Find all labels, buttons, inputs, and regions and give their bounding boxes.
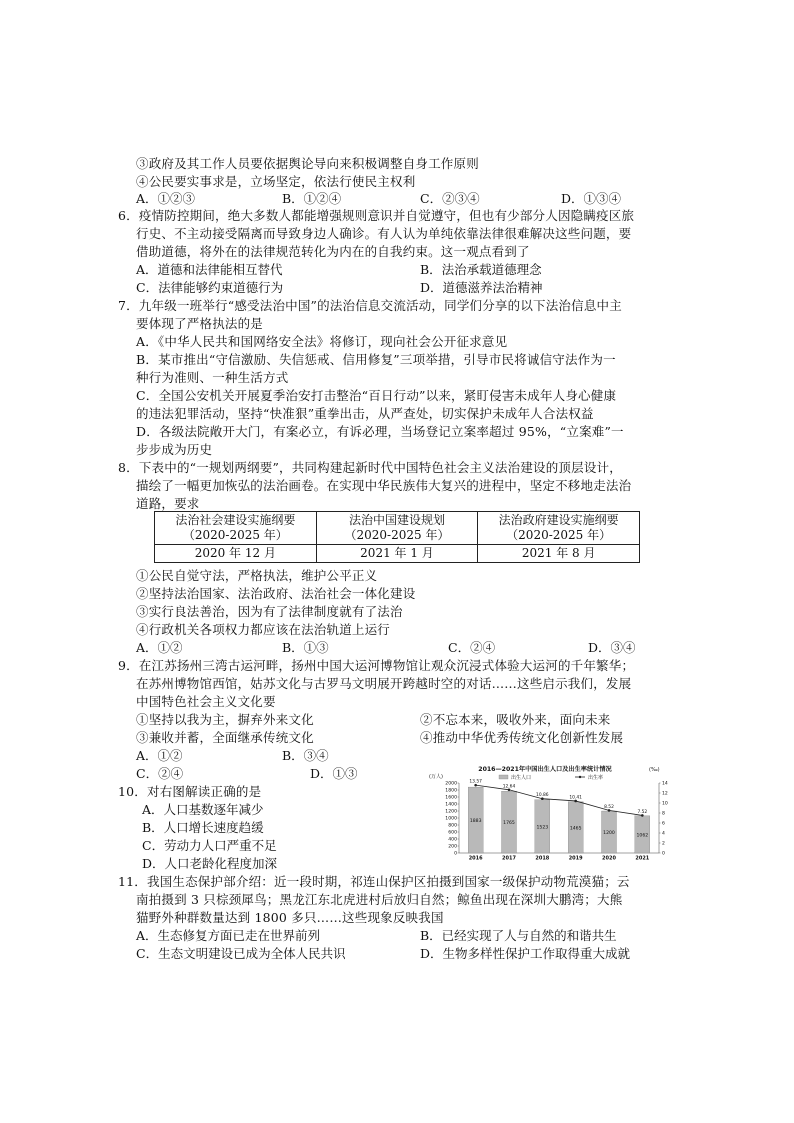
- q6-stem-line3: 借助道德，将外在的法律规范转化为内在的自我约束。这一观点看到了: [136, 244, 530, 259]
- table-cell: [478, 512, 640, 545]
- birth-rate-line: [476, 785, 643, 815]
- right-tick-label: 10: [662, 801, 668, 807]
- plan-date: 2021 年 8 月: [478, 545, 640, 563]
- q8-item4: ④行政机关各项权力都应该在法治轨道上运行: [136, 622, 391, 637]
- right-tick-label: 6: [662, 821, 665, 827]
- q11-option-c: C．生态文明建设已成为全体人民共识: [136, 946, 346, 961]
- q11-stem-line3: 猫野外种群数量达到 1800 多只……这些现象反映我国: [136, 910, 444, 925]
- q8-stem-line2: 描绘了一幅更加恢弘的法治画卷。在实现中华民族伟大复兴的进程中，坚定不移地走法治: [136, 478, 632, 493]
- x-tick-label: 2016: [468, 855, 483, 862]
- q8-item3: ③实行良法善治，因为有了法律制度就有了法治: [136, 604, 403, 619]
- plan-date: 2020 年 12 月: [155, 545, 317, 563]
- plan-name: 法治政府建设实施纲要: [498, 513, 619, 527]
- left-axis-unit: (万人): [429, 774, 443, 780]
- q9-item3: ③兼收并蓄，全面继承传统文化: [136, 730, 314, 745]
- plan-period: （2020-2025 年）: [506, 528, 612, 542]
- bar-value-label: 1200: [603, 831, 615, 836]
- plan-period: （2020-2025 年）: [344, 528, 450, 542]
- q9-option-d: D．①③: [310, 766, 358, 781]
- x-tick-label: 2020: [602, 855, 616, 862]
- q7-stem-line1: 7．九年级一班举行“感受法治中国”的法治信息交流活动，同学们分享的以下法治信息中主: [118, 298, 622, 313]
- plan-date: 2021 年 1 月: [316, 545, 478, 563]
- q9-stem-line3: 中国特色社会主义文化要: [136, 694, 276, 709]
- q5-option-c: C．②③④: [420, 191, 480, 206]
- q5-item3: ③政府及其工作人员要依据舆论导向来积极调整自身工作原则: [136, 156, 479, 171]
- q9-item4: ④推动中华优秀传统文化创新性发展: [420, 730, 624, 745]
- bar-value-label: 1523: [536, 825, 549, 831]
- q8-stem-line3: 道路，要求: [136, 496, 200, 511]
- q11-stem-line1: 11．我国生态保护部介绍：近一段时期，祁连山保护区拍摄到国家一级保护动物荒漠猫；云: [118, 874, 630, 889]
- q9-item2: ②不忘本来，吸收外来，面向未来: [420, 712, 611, 727]
- legend-line-marker: [579, 776, 581, 778]
- bar-value-label: 1062: [636, 833, 649, 839]
- q7-option-a: A．《中华人民共和国网络安全法》将修订，现向社会公开征求意见: [136, 334, 508, 349]
- q5-option-a: A．①②③: [136, 191, 196, 206]
- right-tick-label: 8: [662, 811, 665, 817]
- x-tick-label: 2021: [635, 855, 650, 862]
- q9-option-b: B．③④: [282, 748, 329, 763]
- q6-option-d: D．道德滋养法治精神: [420, 280, 543, 295]
- bar-value-label: 1765: [503, 821, 515, 827]
- q8-plans-table: [154, 511, 640, 563]
- q11-option-d: D．生物多样性保护工作取得重大成就: [420, 946, 631, 961]
- q5-option-b: B．①②④: [282, 191, 342, 206]
- legend: [499, 774, 603, 781]
- q6-option-c: C．法律能够约束道德行为: [136, 280, 284, 295]
- q5-option-d: D．①③④: [561, 191, 622, 206]
- left-tick-label: 800: [448, 823, 457, 829]
- table-row: [155, 512, 640, 545]
- legend-bar-label: 出生人口: [511, 775, 532, 781]
- right-tick-label: 12: [662, 791, 668, 797]
- right-axis-unit: (‰): [649, 767, 660, 773]
- q7-option-c-line1: C．全国公安机关开展夏季治安打击整治“百日行动”以来，紧盯侵害未成年人身心健康: [136, 388, 617, 403]
- q7-option-b-line2: 种行为准则、一种生活方式: [136, 370, 289, 385]
- q11-stem-line2: 南拍摄到 3 只棕颈犀鸟；黑龙江东北虎进村后放归自然；鲸鱼出现在深圳大鹏湾；大熊: [136, 892, 623, 907]
- legend-bar-swatch: [499, 775, 508, 779]
- bar-value-label: 1465: [569, 826, 582, 832]
- q6-option-b: B．法治承载道德理念: [420, 262, 542, 277]
- table-row: [155, 545, 640, 563]
- birth-rate-label: 7.52: [637, 809, 648, 815]
- plan-name: 法治中国建设规划: [348, 513, 445, 527]
- q9-item1: ①坚持以我为主，摒弃外来文化: [136, 712, 314, 727]
- q9-option-a: A．①②: [136, 748, 183, 763]
- bar-value-label: 1883: [469, 819, 482, 825]
- left-tick-label: 1200: [445, 809, 457, 815]
- left-tick-label: 2000: [445, 781, 457, 787]
- q8-option-b: B．①③: [282, 640, 329, 655]
- q8-option-d: D．③④: [588, 640, 636, 655]
- q7-stem-line2: 要体现了严格执法的是: [136, 316, 264, 331]
- right-tick-label: 14: [662, 781, 668, 787]
- q10-option-b: B．人口增长速度趋缓: [142, 820, 264, 835]
- q6-stem-line2: 行史、不主动接受隔离而导致身边人确诊。有人认为单纯依靠法律很难解决这些问题，要: [136, 226, 632, 241]
- q11-option-b: B．已经实现了人与自然的和谐共生: [420, 928, 617, 943]
- left-tick-label: 1800: [445, 788, 457, 794]
- left-tick-label: 0: [454, 851, 457, 857]
- q7-option-d-line2: 步步成为历史: [136, 442, 213, 457]
- legend-line-label: 出生率: [588, 775, 604, 781]
- q8-item1: ①公民自觉守法，严格执法，维护公平正义: [136, 568, 378, 583]
- q8-item2: ②坚持法治国家、法治政府、法治社会一体化建设: [136, 586, 416, 601]
- q6-option-a: A．道德和法律能相互替代: [136, 262, 283, 277]
- right-tick-label: 2: [662, 841, 665, 847]
- q10-option-a: A．人口基数逐年减少: [142, 802, 264, 817]
- q7-option-c-line2: 的违法犯罪活动，坚持“快准狠”重拳出击，从严查处，切实保护未成年人合法权益: [136, 406, 594, 421]
- table-cell: [316, 512, 478, 545]
- left-tick-label: 1400: [445, 802, 457, 808]
- left-tick-label: 1000: [445, 816, 457, 822]
- birth-rate-label: 12.64: [502, 784, 516, 790]
- x-tick-label: 2018: [535, 855, 550, 862]
- q8-stem-line1: 8．下表中的“一规划两纲要”，共同构建起新时代中国特色社会主义法治建设的顶层设计，: [118, 460, 622, 475]
- x-tick-label: 2017: [502, 855, 516, 862]
- x-tick-label: 2019: [568, 855, 583, 862]
- q11-option-a: A．生态修复方面已走在世界前列: [136, 928, 321, 943]
- q8-option-c: C．②④: [448, 640, 496, 655]
- birth-rate-label: 13.57: [469, 779, 482, 785]
- birth-rate-label: 10.86: [536, 793, 549, 799]
- q10-stem: 10．对右图解读正确的是: [118, 784, 262, 799]
- table-cell: [155, 512, 317, 545]
- q7-option-d-line1: D．各级法院敞开大门，有案必立，有诉必理，当场登记立案率超过 95%，“立案难”一: [136, 424, 624, 439]
- left-tick-label: 200: [448, 844, 457, 850]
- q9-option-c: C．②④: [136, 766, 184, 781]
- left-tick-label: 600: [448, 830, 457, 836]
- q5-item4: ④公民要实事求是，立场坚定，依法行使民主权利: [136, 174, 416, 189]
- birth-rate-label: 10.41: [569, 795, 582, 801]
- plan-name: 法治社会建设实施纲要: [175, 513, 296, 527]
- q9-stem-line1: 9．在江苏扬州三湾古运河畔，扬州中国大运河博物馆让观众沉浸式体验大运河的千年繁华；: [118, 658, 635, 673]
- q9-stem-line2: 在苏州博物馆西馆，姑苏文化与古罗马文明展开跨越时空的对话……这些启示我们，发展: [136, 676, 632, 691]
- birth-rate-label: 8.52: [604, 804, 614, 810]
- left-tick-label: 400: [448, 837, 457, 843]
- chart-title: 2016—2021年中国出生人口及出生率统计情况: [478, 766, 612, 773]
- right-tick-label: 0: [662, 851, 665, 857]
- birth-population-chart: [427, 763, 667, 863]
- q6-stem-line1: 6．疫情防控期间，绝大多数人都能增强规则意识并自觉遵守，但也有少部分人因隐瞒疫区旅: [118, 208, 635, 223]
- right-tick-label: 4: [662, 831, 665, 837]
- q7-option-b-line1: B．某市推出“守信激励、失信惩戒、信用修复”三项举措，引导市民将诚信守法作为一: [136, 352, 616, 367]
- q10-option-c: C．劳动力人口严重不足: [142, 838, 277, 853]
- left-tick-label: 1600: [445, 795, 457, 801]
- plan-period: （2020-2025 年）: [182, 528, 288, 542]
- q8-option-a: A．①②: [136, 640, 183, 655]
- q10-option-d: D．人口老龄化程度加深: [142, 856, 278, 871]
- chart-marks: [445, 779, 668, 862]
